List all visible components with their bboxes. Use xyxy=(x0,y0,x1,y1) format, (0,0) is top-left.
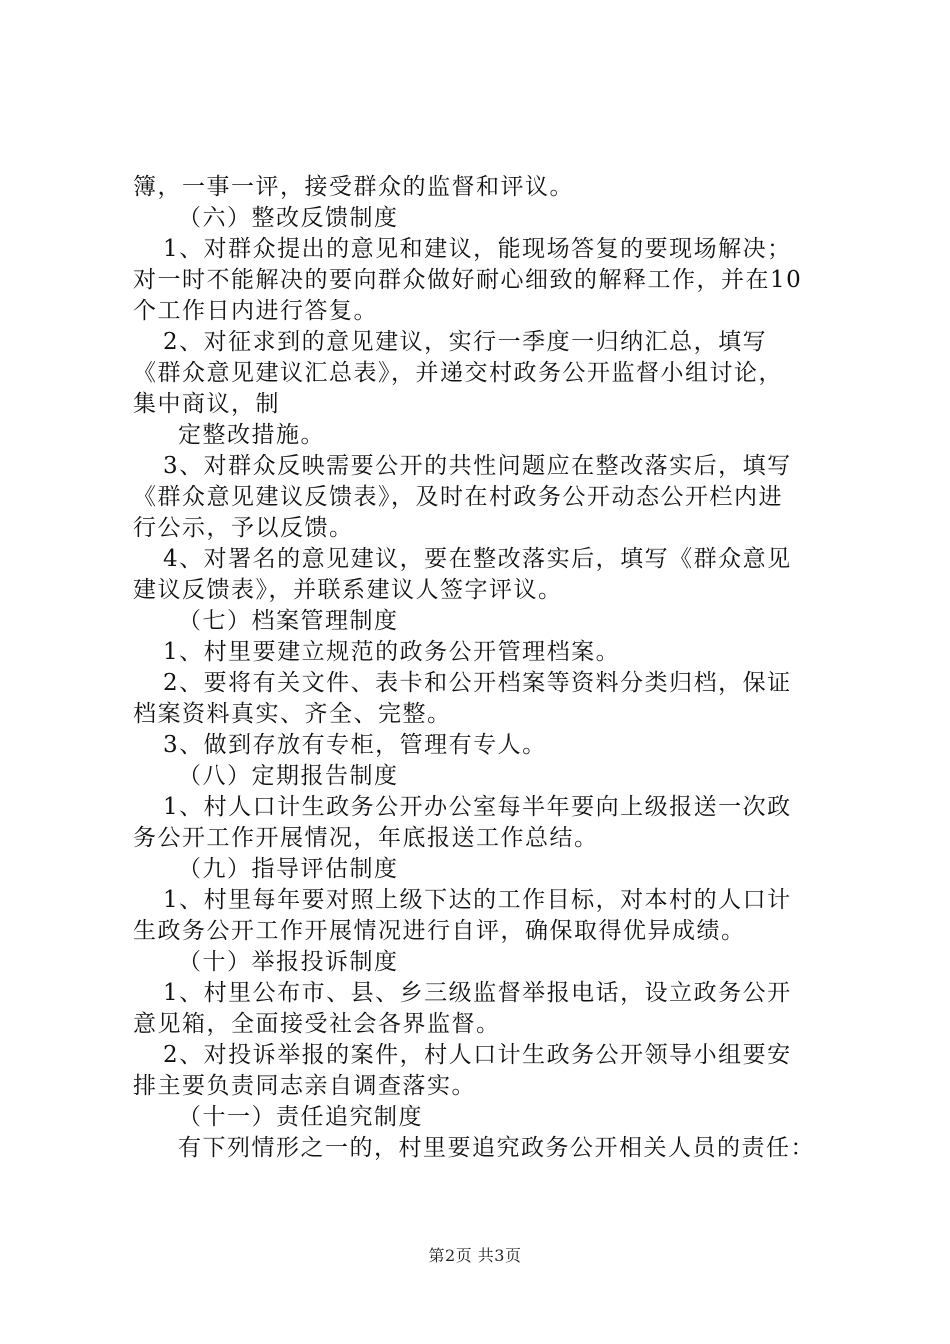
section-heading: （六）整改反馈制度 xyxy=(178,205,399,231)
text-line: 2、对投诉举报的案件，村人口计生政务公开领导小组要安 xyxy=(163,1042,792,1068)
text-line: 个工作日内进行答复。 xyxy=(133,298,378,324)
text-line: 3、对群众反映需要公开的共性问题应在整改落实后，填写 xyxy=(163,453,792,479)
text-line: 行公示，予以反馈。 xyxy=(133,515,354,541)
text-line: 有下列情形之一的，村里要追究政务公开相关人员的责任： xyxy=(178,1135,815,1161)
text-line: 建议反馈表》，并联系建议人签字评议。 xyxy=(133,577,563,603)
text-line: 簿，一事一评，接受群众的监督和评议。 xyxy=(133,174,574,200)
section-heading: （八）定期报告制度 xyxy=(178,763,399,789)
text-line: 对一时不能解决的要向群众做好耐心细致的解释工作，并在10 xyxy=(133,267,803,293)
text-line: 生政务公开工作开展情况进行自评，确保取得优异成绩。 xyxy=(133,918,746,944)
section-heading: （十）举报投诉制度 xyxy=(178,949,399,975)
text-line: 4、对署名的意见建议，要在整改落实后，填写《群众意见 xyxy=(163,546,792,572)
text-line: 《群众意见建议反馈表》，及时在村政务公开动态公开栏内进 xyxy=(133,484,783,510)
page-footer xyxy=(0,1243,950,1266)
text-line: 2、对征求到的意见建议，实行一季度一归纳汇总，填写 xyxy=(163,329,768,355)
text-line: 3、做到存放有专柜，管理有专人。 xyxy=(163,732,547,758)
page-number: 第2页 共3页 xyxy=(428,1246,522,1265)
text-line: 务公开工作开展情况，年底报送工作总结。 xyxy=(133,825,599,851)
text-line: 排主要负责同志亲自调查落实。 xyxy=(133,1073,476,1099)
text-line: 意见箱，全面接受社会各界监督。 xyxy=(133,1011,501,1037)
text-line: 1、村里公布市、县、乡三级监督举报电话，设立政务公开 xyxy=(163,980,792,1006)
section-heading: （七）档案管理制度 xyxy=(178,608,399,634)
text-line: 《群众意见建议汇总表》，并递交村政务公开监督小组讨论， xyxy=(133,360,783,386)
text-line: 1、村里要建立规范的政务公开管理档案。 xyxy=(163,639,621,665)
text-line: 2、要将有关文件、表卡和公开档案等资料分类归档，保证 xyxy=(163,670,792,696)
text-line: 定整改措施。 xyxy=(178,422,325,448)
document-body xyxy=(133,172,833,1164)
text-line: 档案资料真实、齐全、完整。 xyxy=(133,701,452,727)
text-line: 集中商议，制 xyxy=(133,391,280,417)
text-line: 1、村里每年要对照上级下达的工作目标，对本村的人口计 xyxy=(163,887,792,913)
text-line: 1、对群众提出的意见和建议，能现场答复的要现场解决； xyxy=(163,236,792,262)
section-heading: （九）指导评估制度 xyxy=(178,856,399,882)
text-line: 1、村人口计生政务公开办公室每半年要向上级报送一次政 xyxy=(163,794,792,820)
section-heading: （十一）责任追究制度 xyxy=(178,1104,423,1130)
